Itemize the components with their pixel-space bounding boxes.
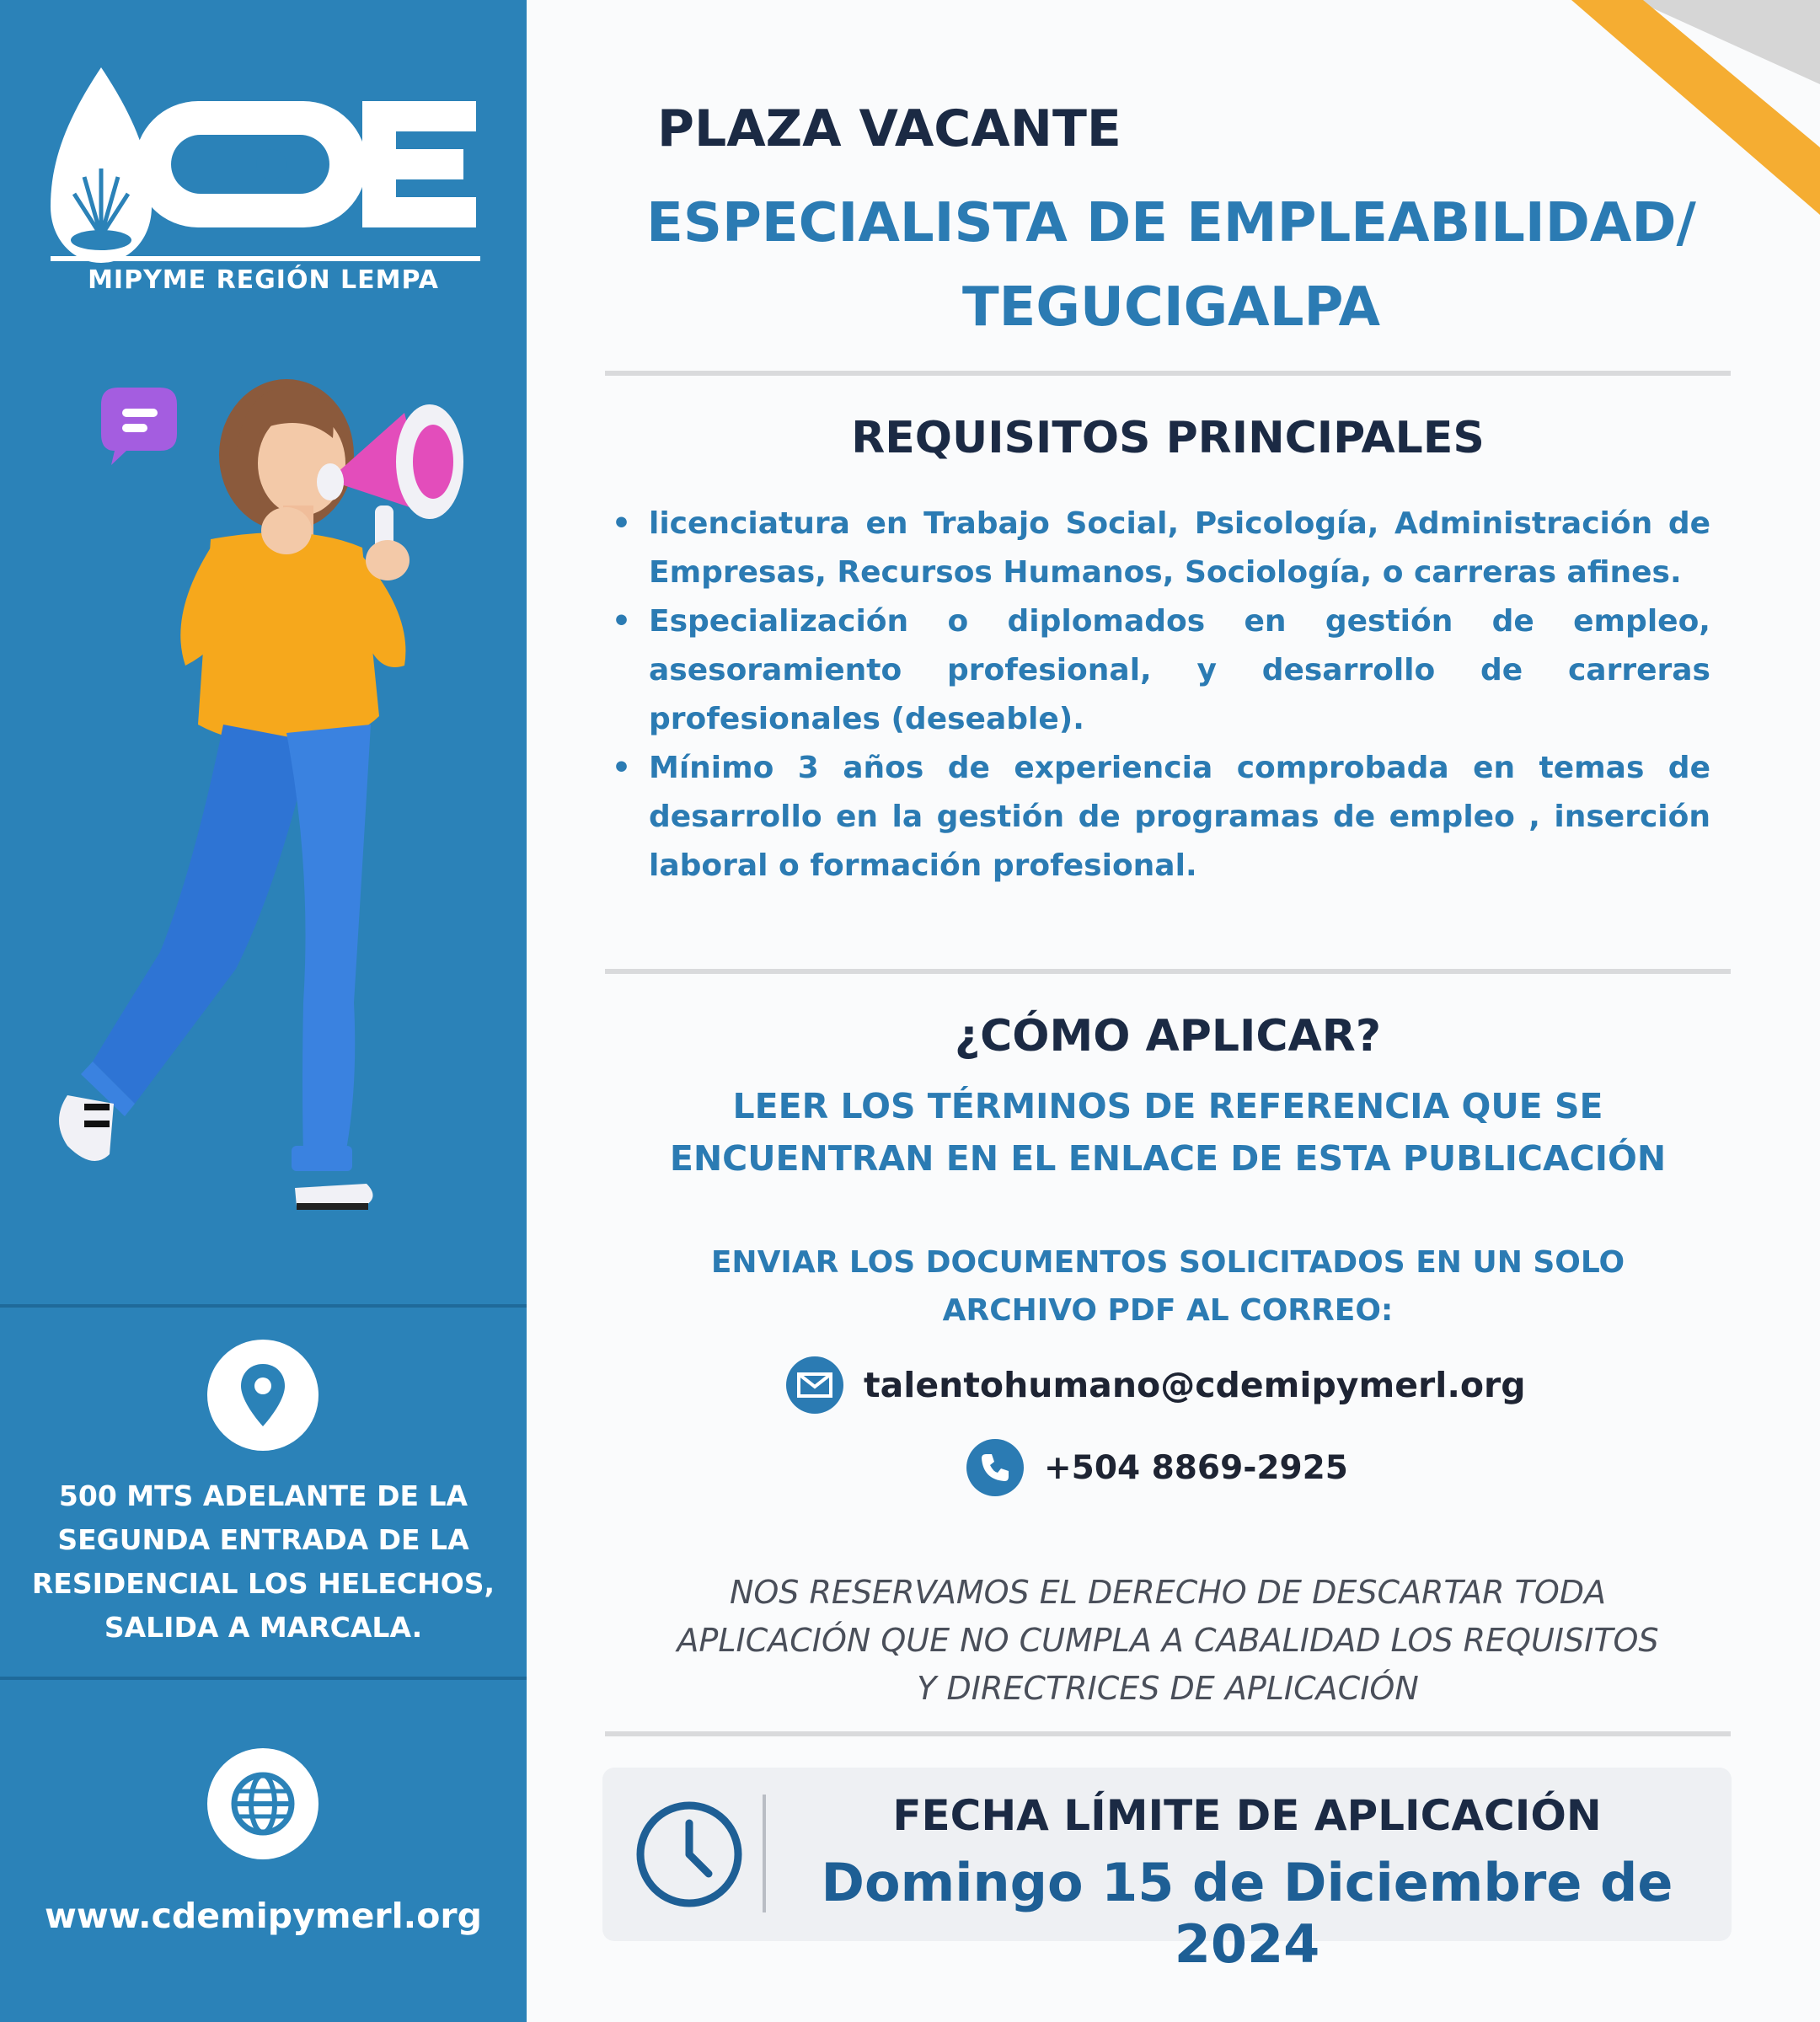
- sidebar: [0, 0, 527, 2022]
- divider: [605, 371, 1731, 376]
- apply-instruction-line: ENCUENTRAN EN EL ENLACE DE ESTA PUBLICACIÓN: [669, 1138, 1667, 1179]
- email-row: [786, 1356, 1526, 1414]
- job-title: [590, 181, 1753, 350]
- deadline-label: FECHA LÍMITE DE APLICACIÓN: [892, 1791, 1602, 1840]
- vacancy-label: PLAZA VACANTE: [657, 99, 1121, 158]
- disclaimer-line: APLICACIÓN QUE NO CUMPLA A CABALIDAD LOS REQUISITOS: [677, 1622, 1659, 1659]
- address-text: 500 MTS ADELANTE DE LA SEGUNDA ENTRADA DE LA RESIDENCIAL LOS HELECHOS, SALIDA A MARCALA.: [31, 1479, 495, 1644]
- website-link[interactable]: www.cdemipymerl.org: [44, 1896, 482, 1936]
- send-documents-line: ENVIAR LOS DOCUMENTOS SOLICITADOS EN UN SOLO: [710, 1245, 1625, 1280]
- deadline-box: [602, 1768, 1732, 1975]
- woman-with-megaphone-illustration: [34, 362, 506, 1281]
- location-pin-icon: [207, 1340, 318, 1451]
- email-address[interactable]: talentohumano@cdemipymerl.org: [864, 1365, 1526, 1405]
- requirements-heading: REQUISITOS PRINCIPALES: [851, 413, 1485, 463]
- list-item: • Mínimo 3 años de experiencia comprobada en temas de desarrollo en la gestión de programas de empleo , inserción laboral o formación profesional.: [605, 744, 1710, 891]
- deadline-divider: [763, 1795, 766, 1912]
- phone-icon: [966, 1439, 1024, 1496]
- mail-icon: [786, 1356, 843, 1414]
- disclaimer-line: NOS RESERVAMOS EL DERECHO DE DESCARTAR TODA: [729, 1574, 1607, 1611]
- apply-instructions: [605, 1080, 1731, 1185]
- disclaimer-text: [605, 1569, 1731, 1713]
- sidebar-divider: [0, 1677, 527, 1680]
- deadline-date: Domingo 15 de Diciembre de 2024: [821, 1852, 1673, 1975]
- list-item: • Especialización o diplomados en gestión de empleo, asesoramiento profesional, y desarrollo de carreras profesionales (deseable).: [605, 597, 1710, 744]
- phone-row: [966, 1439, 1348, 1496]
- job-title-line: ESPECIALISTA DE EMPLEABILIDAD/: [646, 192, 1696, 254]
- send-documents-text: [605, 1238, 1731, 1335]
- divider: [605, 969, 1731, 974]
- list-item: • licenciatura en Trabajo Social, Psicología, Administración de Empresas, Recursos Humanos, Sociología, o carreras afines.: [605, 500, 1710, 597]
- clock-icon: [634, 1800, 744, 1909]
- logo-subtitle: MIPYME REGIÓN LEMPA: [88, 265, 439, 295]
- job-title-line: TEGUCIGALPA: [961, 276, 1381, 339]
- divider: [605, 1731, 1731, 1736]
- phone-number[interactable]: +504 8869-2925: [1044, 1448, 1348, 1487]
- globe-icon: [207, 1748, 318, 1859]
- send-documents-line: ARCHIVO PDF AL CORREO:: [942, 1293, 1394, 1328]
- sidebar-divider: [0, 1304, 527, 1308]
- apply-instruction-line: LEER LOS TÉRMINOS DE REFERENCIA QUE SE: [732, 1086, 1603, 1126]
- disclaimer-line: Y DIRECTRICES DE APLICACIÓN: [917, 1670, 1419, 1707]
- chat-bubble-icon: [101, 388, 177, 465]
- requirements-list: [605, 500, 1710, 891]
- how-to-apply-heading: ¿CÓMO APLICAR?: [954, 1011, 1382, 1062]
